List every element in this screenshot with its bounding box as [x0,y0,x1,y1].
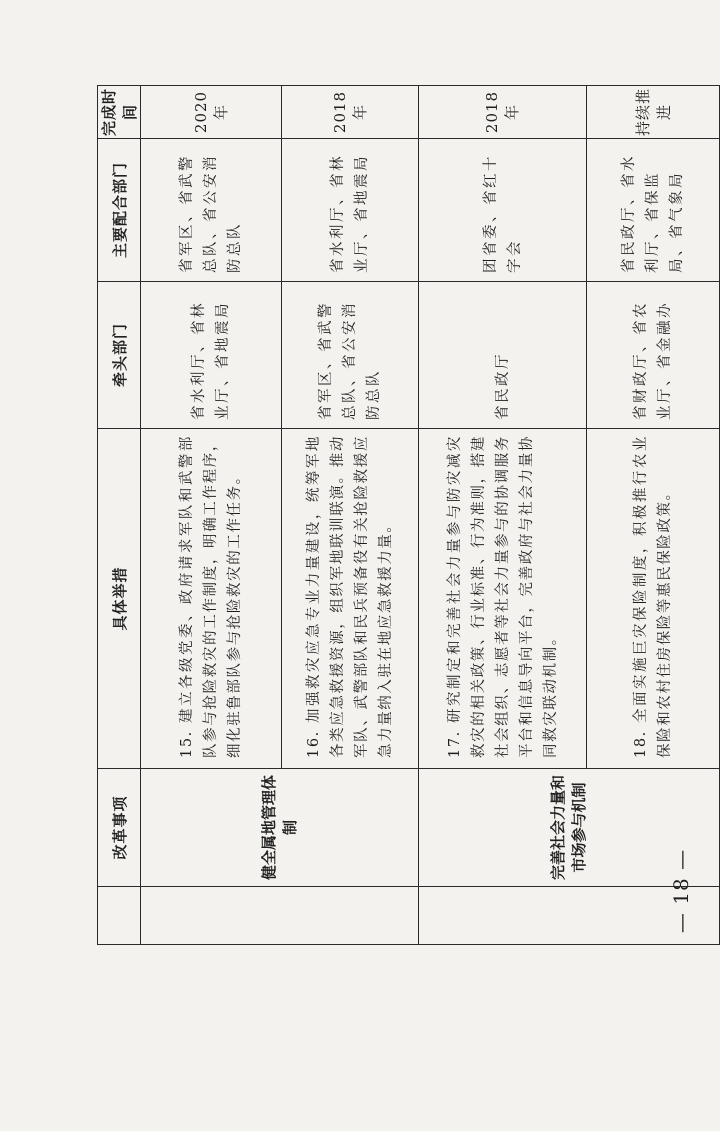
header-empty [98,887,141,945]
table-header-row [98,86,141,945]
header-measures: 具体举措 [98,429,141,769]
header-lead-dept: 牵头部门 [98,282,141,429]
category-cell: 健全属地管理体制 [141,769,419,887]
table-row [141,86,282,945]
coop-dept-cell: 省民政厅、省水利厅、省保监局、省气象局 [587,139,720,282]
category-cell: 完善社会力量和市场参与机制 [419,769,720,887]
deadline-cell: 2020 年 [141,86,282,139]
coop-dept-cell: 团省委、省红十字会 [419,139,587,282]
coop-dept-cell: 省水利厅、省林业厅、省地震局 [282,139,419,282]
deadline-cell: 2018 年 [282,86,419,139]
measure-cell: 16. 加强救灾应急专业力量建设，统筹军地各类应急救援资源，组织军地联训联演。推动军队、武警部队和民兵预备役有关抢险救援应急力量纳入驻在地应急救援力量。 [282,429,419,769]
measure-cell: 17. 研究制定和完善社会力量参与防灾减灾救灾的相关政策、行业标准、行为准则，搭建社会组织、志愿者等社会力量参与的协调服务平台和信息导向平台，完善政府与社会力量协同救灾联动机制。 [419,429,587,769]
reform-table [97,85,720,945]
header-coop-dept: 主要配合部门 [98,139,141,282]
lead-dept-cell: 省财政厅、省农业厅、省金融办 [587,282,720,429]
coop-dept-cell: 省军区、省武警总队、省公安消防总队 [141,139,282,282]
blank-cell [141,887,419,945]
lead-dept-cell: 省军区、省武警总队、省公安消防总队 [282,282,419,429]
table-row [419,86,587,945]
measure-cell: 15. 建立各级党委、政府请求军队和武警部队参与抢险救灾的工作制度，明确工作程序，细化驻鲁部队参与抢险救灾的工作任务。 [141,429,282,769]
header-deadline: 完成时间 [98,86,141,139]
lead-dept-cell: 省民政厅 [419,282,587,429]
page-number: — 18 — [669,848,693,934]
deadline-cell: 持续推进 [587,86,720,139]
lead-dept-cell: 省水利厅、省林业厅、省地震局 [141,282,282,429]
header-reform-item: 改革事项 [98,769,141,887]
measure-cell: 18. 全面实施巨灾保险制度，积极推行农业保险和农村住房保险等惠民保险政策。 [587,429,720,769]
blank-cell [419,887,720,945]
deadline-cell: 2018 年 [419,86,587,139]
